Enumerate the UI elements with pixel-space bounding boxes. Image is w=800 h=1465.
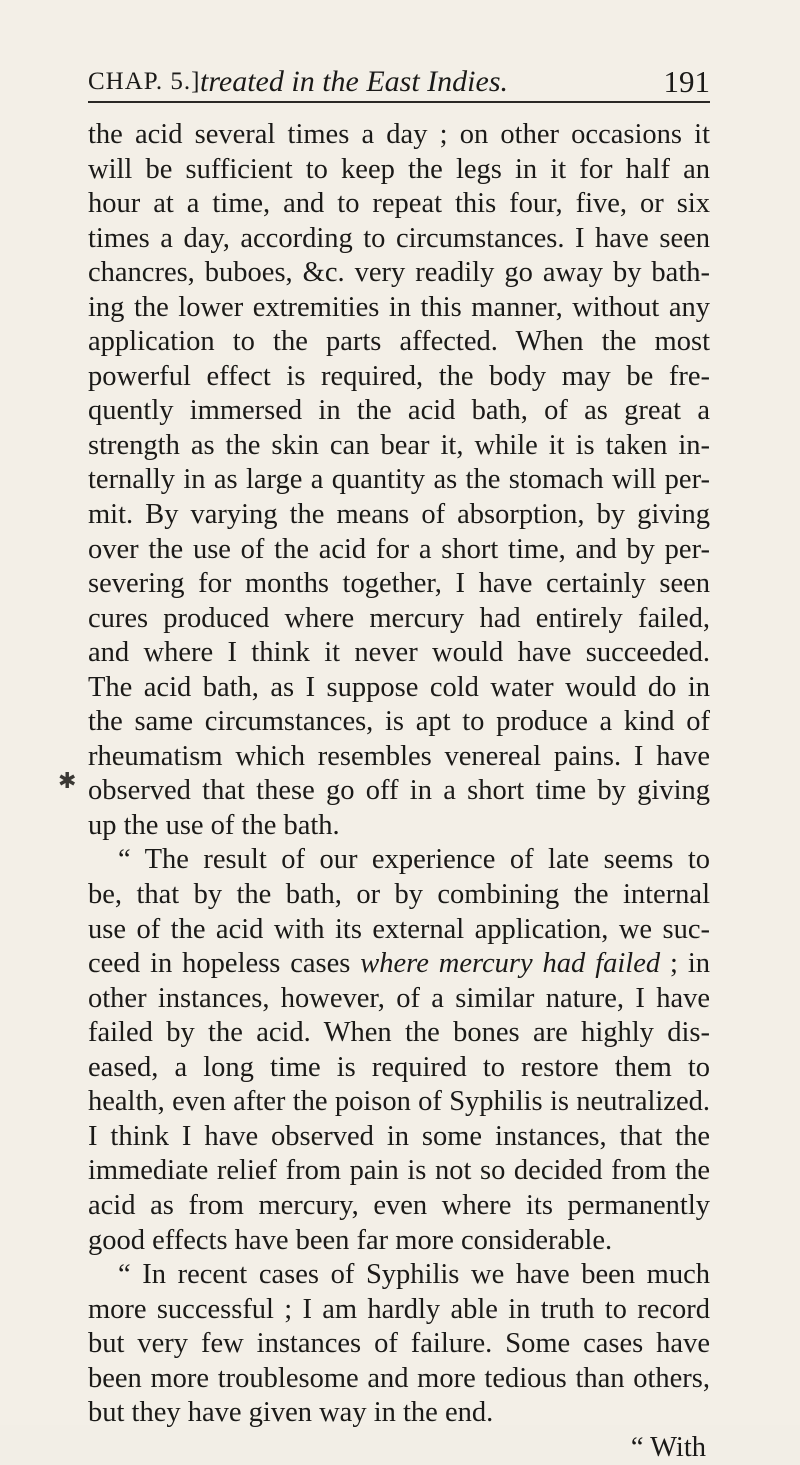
catchword: “ With [630,1431,706,1463]
text-line: hour at a time, and to repeat this four, five, or six [88,188,710,220]
text-line: failed by the acid. When the bones are highly dis- [88,1017,710,1049]
text-line: over the use of the acid for a short time, and by per- [88,533,710,565]
text-segment: ; in [660,948,710,980]
body-text [88,118,710,1465]
text-line: be, that by the bath, or by combining the internal [88,879,710,911]
header-rule [88,101,710,103]
text-line: strength as the skin can bear it, while it is taken in- [88,429,710,461]
chapter-label: CHAP. 5.] [88,68,201,95]
text-line: will be sufficient to keep the legs in it for half an [88,153,710,185]
text-line: acid as from mercury, even where its permanently [88,1189,710,1221]
text-line: The acid bath, as I suppose cold water would do in [88,671,710,703]
text-line: cures produced where mercury had entirely failed, [88,602,710,634]
text-line: good effects have been far more considerable. [88,1224,613,1256]
text-line: eased, a long time is required to restore them to [88,1051,710,1083]
text-line: immediate relief from pain is not so decided from the [88,1155,710,1187]
text-line: other instances, however, of a similar nature, I have [88,982,710,1014]
running-title: treated in the East Indies. [200,65,508,98]
text-line: quently immersed in the acid bath, of as great a [88,395,710,427]
text-line: but very few instances of failure. Some cases have [88,1328,710,1360]
running-head [88,62,710,102]
text-line: “ The result of our experience of late seems to [118,844,710,876]
text-line-mixed [88,947,710,982]
text-line: rheumatism which resembles venereal pains. I have [88,740,710,772]
text-line: severing for months together, I have certainly seen [88,568,710,600]
text-line: health, even after the poison of Syphilis is neutralized. [88,1086,710,1118]
text-segment: ceed in hopeless cases [88,948,361,980]
text-line: I think I have observed in some instances, that the [88,1120,710,1152]
italic-phrase: where mercury had failed [360,948,661,980]
text-line: times a day, according to circumstances. I have seen [88,222,710,254]
text-line: ing the lower extremities in this manner, without any [88,291,710,323]
text-line: and where I think it never would have succeeded. [88,637,710,669]
text-line: ternally in as large a quantity as the stomach will per- [88,464,710,496]
text-line: mit. By varying the means of absorption, by giving [88,499,710,531]
text-line: observed that these go off in a short time by giving [88,775,710,807]
text-line: “ In recent cases of Syphilis we have been much [118,1259,710,1291]
text-line: powerful effect is required, the body may be fre- [88,360,710,392]
text-line: been more troublesome and more tedious than others, [88,1362,710,1394]
text-line: up the use of the bath. [88,809,340,841]
text-line: use of the acid with its external application, we suc- [88,913,710,945]
margin-mark-icon: ✱ [58,768,77,793]
text-line: more successful ; I am hardly able in truth to record [88,1293,710,1325]
text-line: but they have given way in the end. [88,1397,494,1429]
text-line: the same circumstances, is apt to produce a kind of [88,706,710,738]
text-line: the acid several times a day ; on other occasions it [88,119,710,150]
text-line: chancres, buboes, &c. very readily go away by bath- [88,257,710,289]
page-number: 191 [663,64,710,99]
text-line: application to the parts affected. When the most [88,326,710,358]
